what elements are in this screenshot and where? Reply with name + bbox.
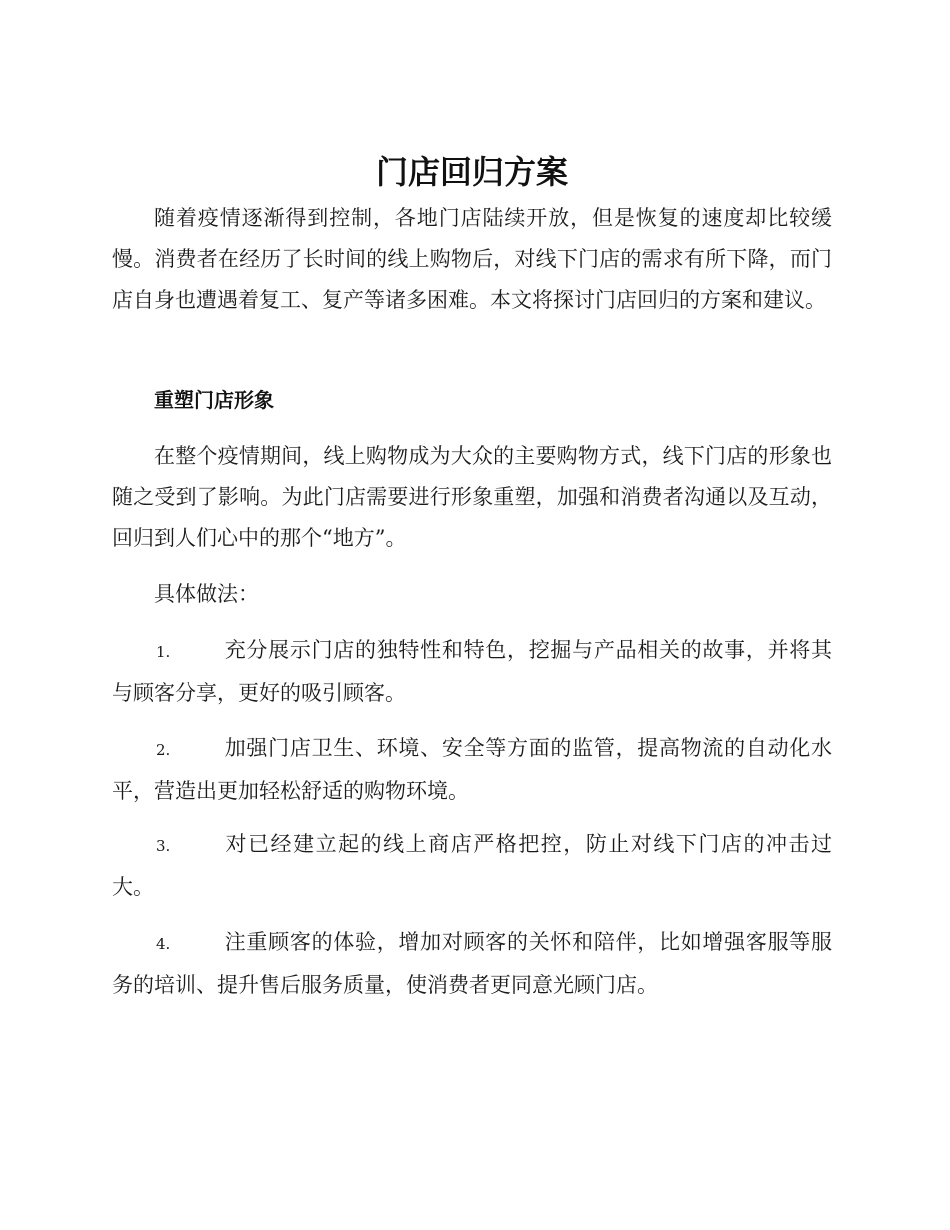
section-heading: 重塑门店形象 <box>154 388 274 412</box>
list-item-text: 充分展示门店的独特性和特色，挖掘与产品相关的故事，并将其与顾客分享，更好的吸引顾客。 <box>112 638 832 705</box>
list-item-text: 加强门店卫生、环境、安全等方面的监管，提高物流的自动化水平，营造出更加轻松舒适的购物环境。 <box>112 736 832 803</box>
list-item <box>112 728 832 812</box>
list-item-number: 1. <box>156 643 171 661</box>
list-item <box>112 630 832 714</box>
list-item-number: 3. <box>156 837 171 855</box>
document-title: 门店回归方案 <box>375 153 568 191</box>
list-item <box>112 922 832 1006</box>
list-item <box>112 824 832 908</box>
list-item-number: 2. <box>156 741 171 759</box>
list-item-text: 对已经建立起的线上商店严格把控，防止对线下门店的冲击过大。 <box>112 832 832 899</box>
section-body-paragraph: 在整个疫情期间，线上购物成为大众的主要购物方式，线下门店的形象也随之受到了影响。为此门店需要进行形象重塑，加强和消费者沟通以及互动，回归到人们心中的那个“地方”。 <box>112 444 832 550</box>
methods-label: 具体做法： <box>154 582 259 606</box>
list-item-text: 注重顾客的体验，增加对顾客的关怀和陪伴，比如增强客服等服务的培训、提升售后服务质量，使消费者更同意光顾门店。 <box>112 930 832 997</box>
list-item-number: 4. <box>156 935 171 953</box>
intro-paragraph: 随着疫情逐渐得到控制，各地门店陆续开放，但是恢复的速度却比较缓慢。消费者在经历了长时间的线上购物后，对线下门店的需求有所下降，而门店自身也遭遇着复工、复产等诸多困难。本文将探讨门店回归的方案和建议。 <box>112 206 832 312</box>
